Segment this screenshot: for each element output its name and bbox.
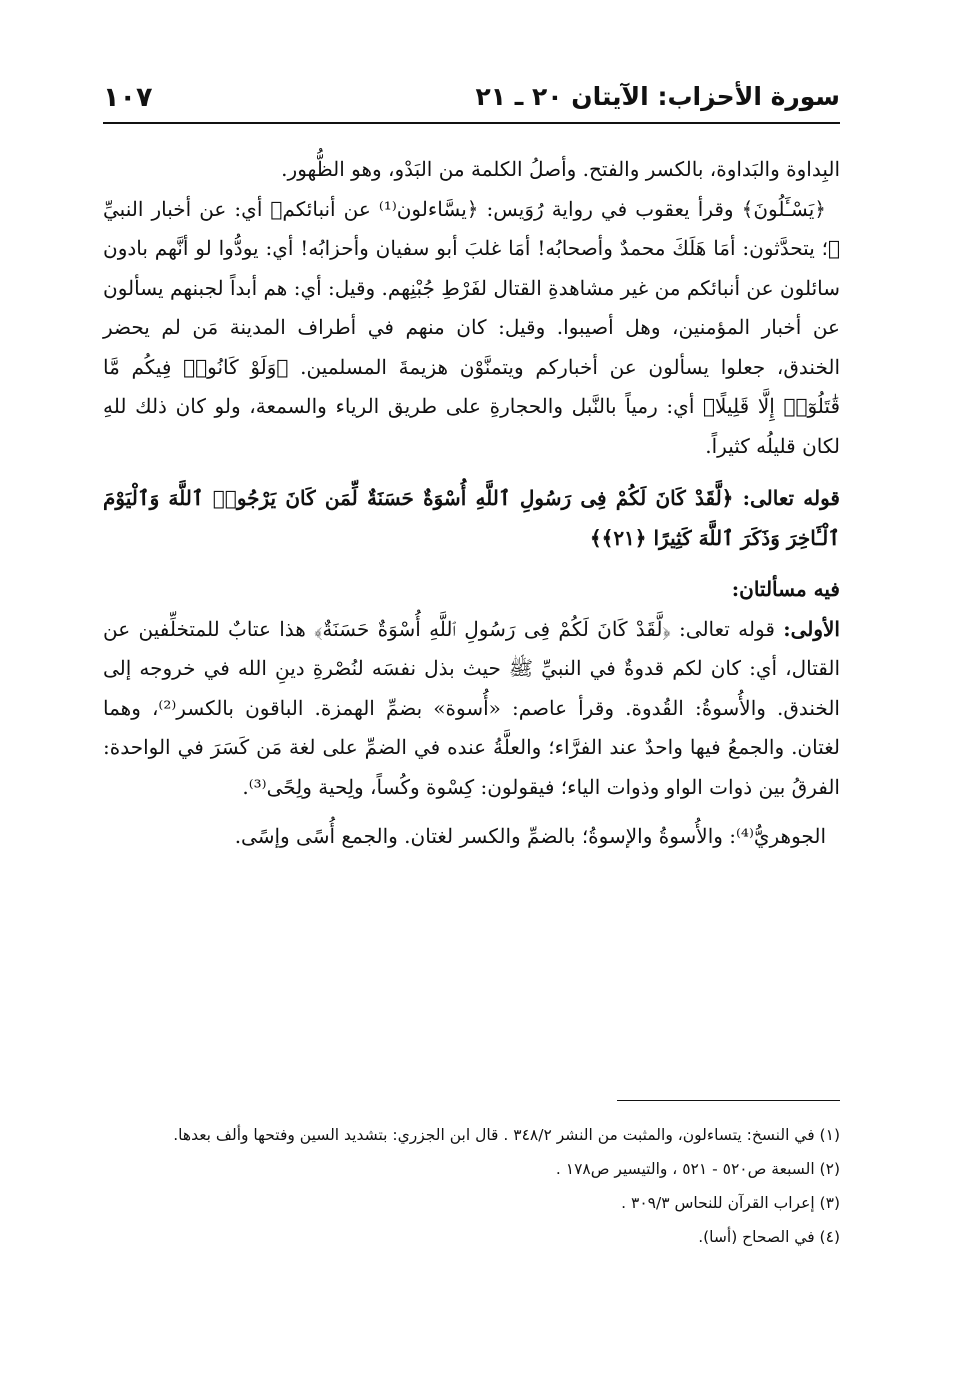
paragraph-first-issue — [103, 610, 840, 808]
footnote-2: (٢) السبعة ص٥٢٠ - ٥٢١ ، والتيسير ص١٧٨ . — [555, 1160, 840, 1178]
paragraph-jawhari: الجوهريُّ⁽⁴⁾: والأُسوةُ والإسوةُ؛ بالضمِّ والكسر لغتان. والجمع أُسًى وإسًى. — [234, 824, 826, 848]
main-text — [103, 150, 840, 857]
footnotes — [103, 1120, 840, 1256]
running-title: سورة الأحزاب: الآيتان ٢٠ ـ ٢١ — [475, 82, 840, 111]
issues-heading: فيه مسألتان: — [731, 577, 840, 601]
footnote-3: (٣) إعراب القرآن للنحاس ٣٠٩/٣ . — [621, 1194, 840, 1212]
page-number: ١٠٧ — [103, 82, 153, 113]
first-issue-text: قوله تعالى: ﴿لَّقَدْ كَانَ لَكُمْ فِى رَسُولِ ٱللَّهِ أُسْوَةٌ حَسَنَةٌ﴾ هذا عتابٌ للمتخلِّفين عن القتال، أي: كان لكم قدوةٌ في النبيِّ ﷺ حيث بذل نفسَه لنُصْرةِ دينِ الله في خروجه إلى الخندق. والأُسوةُ: القُدوة. وقرأ عاصم: «أُسوة» بضمِّ الهمزة. الباقون بالكسر⁽²⁾، وهما لغتان. والجمعُ فيها واحدٌ عند الفرَّاء؛ والعلَّةُ عنده في الضمِّ على لغة مَن كَسَرَ في الواحدة: الفرقُ بين ذوات الواو وذوات الياء؛ فيقولون: كِسْوة وكُساً، ولِحية ولِحًى⁽³⁾. — [103, 616, 840, 799]
page-header — [103, 80, 840, 124]
paragraph-yasalun: ﴿يَسْـَٔلُونَ﴾ وقرأ يعقوب في رواية رُوَيس: ﴿يسَّاءلون⁽¹⁾ عن أنبائكم﴾ أي: عن أخبار النبيِّ ﷺ؛ يتحدَّثون: أمَا هَلَكَ محمدٌ وأصحابُه! أمَا غلبَ أبو سفيان وأحزابُه! أي: يودُّوا لو أنَّهم بادون سائلون عن أنبائكم من غير مشاهدةِ القتال لفَرْطِ جُبْنِهم. وقيل: أي: هم أبداً لجبنهم يسألون عن أخبار المؤمنين، وهل أصيبوا. وقيل: كان منهم في أطراف المدينة مَن لم يحضر الخندق، جعلوا يسألون عن أخباركم ويتمنَّوْن هزيمةَ المسلمين. ﴿وَلَوْ كَانُوا۟ فِيكُم مَّا قَٰتَلُوٓا۟ إِلَّا قَلِيلًا﴾ أي: رمياً بالنَّبل والحجارةِ على طريق الرياء والسمعة، ولو كان ذلك للهِ لكان قليلُه كثيراً. — [103, 196, 840, 458]
verse-21: قوله تعالى: ﴿لَّقَدْ كَانَ لَكُمْ فِى رَسُولِ ٱللَّهِ أُسْوَةٌ حَسَنَةٌ لِّمَن كَانَ يَرْجُوا۟ ٱللَّهَ وَٱلْيَوْمَ ٱلْـَٔاخِرَ وَذَكَرَ ٱللَّهَ كَثِيرًا ﴿٢١﴾﴾ — [103, 486, 840, 550]
paragraph-badawa: البِداوة والبَداوة، بالكسر والفتح. وأصلُ الكلمة من البَدْو، وهو الظُّهور. — [281, 157, 840, 181]
footnote-separator — [617, 1100, 840, 1101]
footnote-1: (١) في النسخ: يتساءلون، والمثبت من النشر ٣٤٨/٢ . قال ابن الجزري: بتشديد السين وفتحها وألف بعدها. — [173, 1126, 840, 1144]
first-issue-label: الأولى: — [783, 616, 840, 641]
footnote-4: (٤) في الصحاح (أسا). — [698, 1228, 840, 1246]
